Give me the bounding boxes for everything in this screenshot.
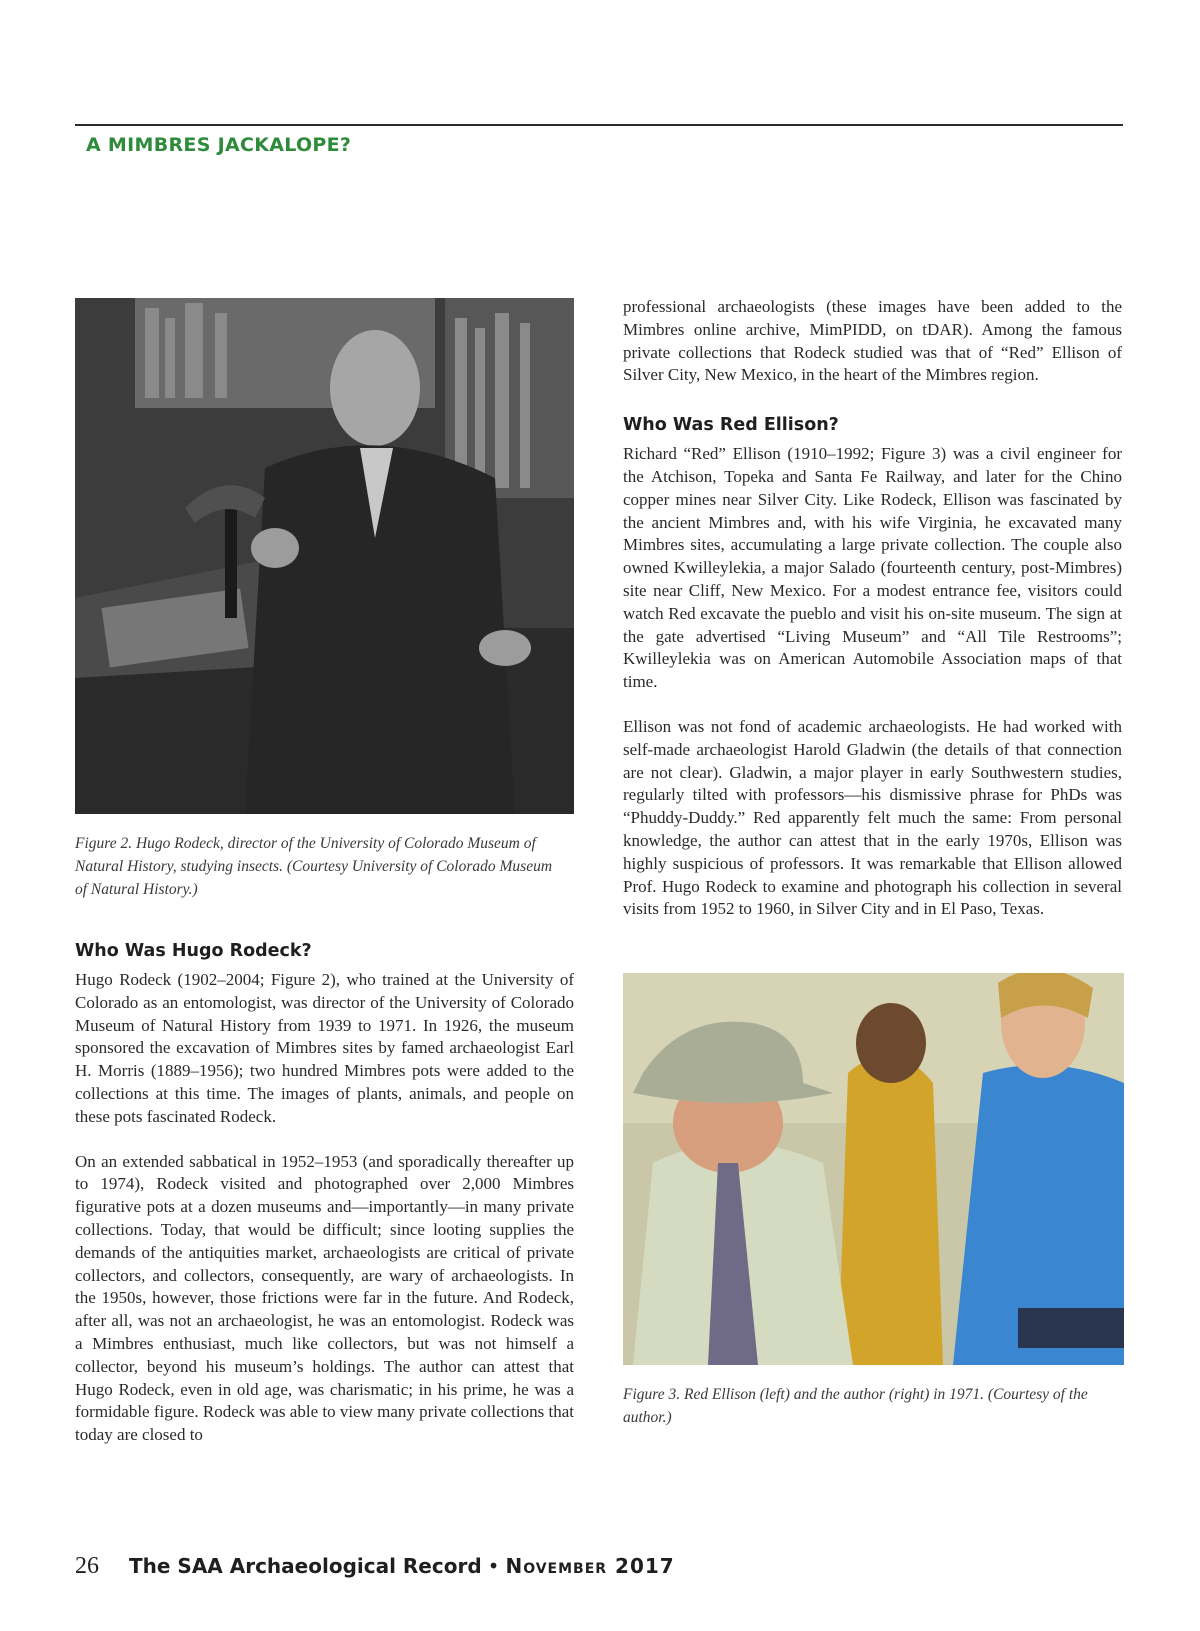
footer-separator: • — [487, 1554, 500, 1578]
figure-2-photo — [75, 298, 574, 814]
left-column — [75, 298, 574, 1447]
paragraph-continuation: professional archaeologists (these images have been added to the Mimbres online archive, MimPIDD, on tDAR). Among the famous private collections that Rodeck studied was that of “Red” Ellison of Silver City, New Mexico, in the heart of the Mimbres region. — [623, 297, 1122, 385]
paragraph-ellison-1: Richard “Red” Ellison (1910–1992; Figure 3) was a civil engineer for the Atchison, Topeka and Santa Fe Railway, and later for the Chino copper mines near Silver City. Like Rodeck, Ellison was fascinated by the ancient Mimbres and, with his wife Virginia, he excavated many Mimbres sites, accumulating a large private collection. The couple also owned Kwilleylekia, a major Salado (fourteenth century, post-Mimbres) site near Cliff, New Mexico. For a modest entrance fee, visitors could watch Red excavate the pueblo and visit his on-site museum. The sign at the gate advertised “Living Museum” and “All Tile Restrooms”; Kwilleylekia was on American Automobile Association maps of that time. — [623, 444, 1122, 692]
running-title: A MIMBRES JACKALOPE? — [86, 134, 352, 156]
figure-3-caption: Figure 3. Red Ellison (left) and the author (right) in 1971. (Courtesy of the author.) — [623, 1386, 1088, 1427]
heading-hugo-rodeck: Who Was Hugo Rodeck? — [75, 941, 312, 961]
paragraph-ellison-2: Ellison was not fond of academic archaeologists. He had worked with self-made archaeologist Harold Gladwin (the details of that connection are not clear). Gladwin, a major player in early Southwestern studies, regularly tilted with professors—his dismissive phrase for PhDs was “Phuddy-Duddy.” Red apparently felt much the same: From personal knowledge, the author can attest that in the early 1970s, Ellison was highly suspicious of professors. It was remarkable that Ellison allowed Prof. Hugo Rodeck to examine and photograph his collection in several visits from 1952 to 1960, in Silver City and in El Paso, Texas. — [623, 716, 1122, 919]
figure-3-photo — [623, 973, 1124, 1365]
page-number: 26 — [75, 1553, 99, 1579]
figure-2-illustration — [75, 298, 574, 814]
paragraph-rodeck-2: On an extended sabbatical in 1952–1953 (and sporadically thereafter up to 1974), Rodeck visited and photographed over 2,000 Mimbres figurative pots at a dozen museums and—importantly—in many private collections. Today, that would be difficult; since looting supplies the demands of the antiquities market, archaeologists are critical of private collectors, and collectors, consequently, are wary of archaeologists. In the 1950s, however, those frictions were far in the future. And Rodeck, after all, was not an archaeologist, he was an entomologist. Rodeck was a Mimbres enthusiast, much like collectors, but was not himself a collector, beyond his museum’s holdings. The author can attest that Hugo Rodeck, even in old age, was charismatic; in his prime, he was a formidable figure. Rodeck was able to view many private collections that today are closed to — [75, 1151, 574, 1445]
figure-3-illustration — [623, 973, 1124, 1365]
header-rule — [75, 124, 1123, 126]
journal-title: The SAA Archaeological Record — [129, 1554, 482, 1578]
page-footer — [75, 1553, 675, 1580]
heading-red-ellison: Who Was Red Ellison? — [623, 415, 839, 436]
right-column — [623, 296, 1122, 1429]
figure-2-caption: Figure 2. Hugo Rodeck, director of the University of Colorado Museum of Natural History, studying insects. (Courtesy University of Colorado Museum of Natural History.) — [75, 835, 553, 898]
issue-date: November 2017 — [505, 1554, 675, 1578]
paragraph-rodeck-1: Hugo Rodeck (1902–2004; Figure 2), who trained at the University of Colorado as an entomologist, was director of the University of Colorado Museum of Natural History from 1939 to 1971. In 1926, the museum sponsored the excavation of Mimbres sites by famed archaeologist Earl H. Morris (1889–1956); two hundred Mimbres pots were added to the collections at this time. The images of plants, animals, and people on these pots fascinated Rodeck. — [75, 970, 574, 1126]
